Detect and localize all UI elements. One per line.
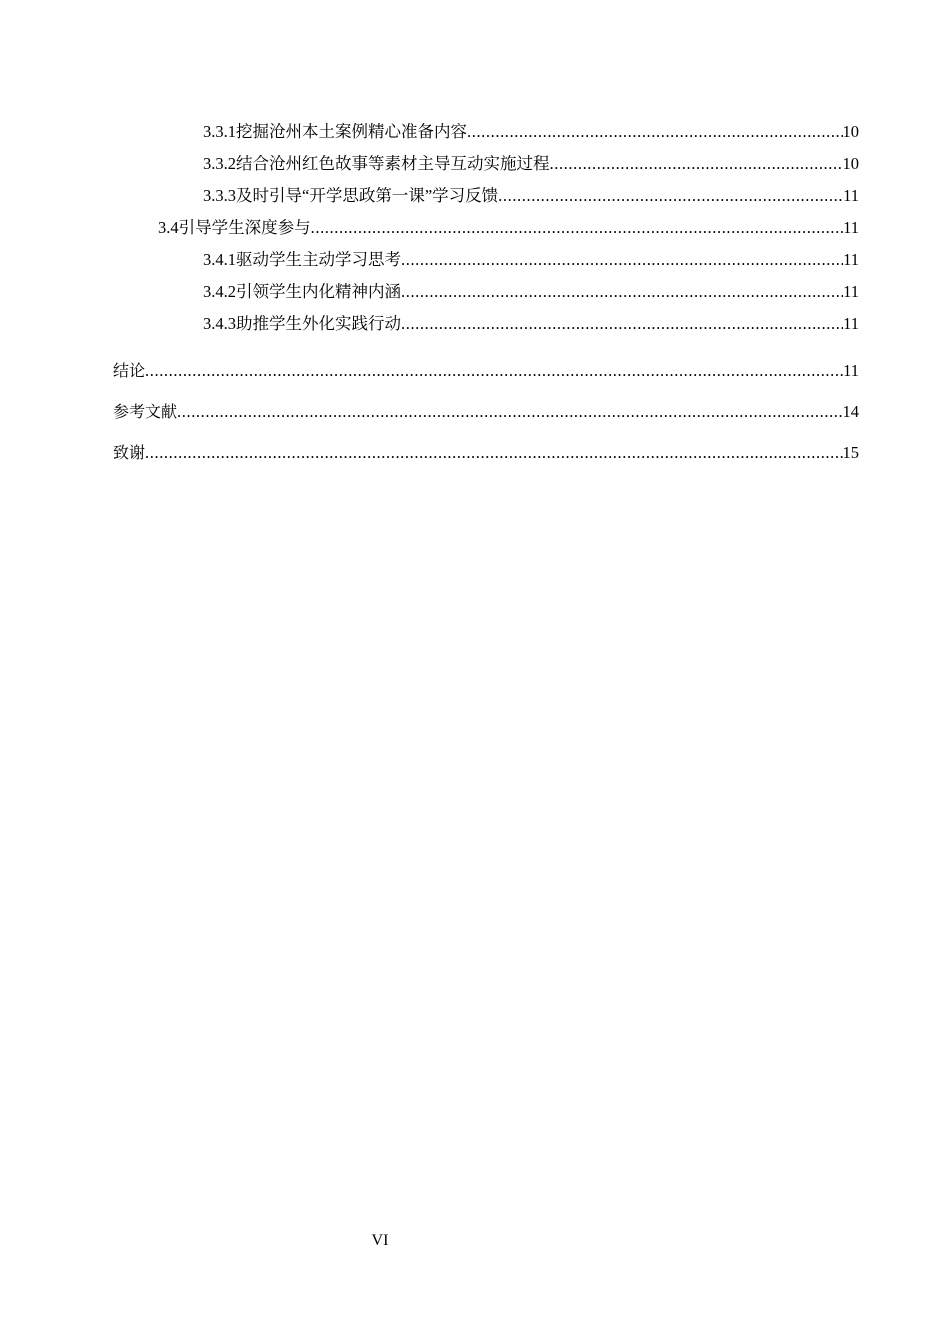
- table-of-contents: [113, 116, 859, 473]
- dot-leader: [145, 350, 843, 391]
- toc-entry-page: 10: [842, 122, 859, 141]
- dot-leader: [311, 212, 843, 244]
- dot-leader: [177, 391, 842, 432]
- toc-entry-number: 3.4: [158, 218, 179, 237]
- toc-entry-number: 3.4.1: [203, 250, 236, 269]
- toc-entry-page: 11: [843, 218, 859, 237]
- toc-entry-3-4-1[interactable]: [113, 244, 859, 276]
- toc-entry-conclusion[interactable]: [113, 350, 859, 391]
- toc-entry-3-3-2[interactable]: [113, 148, 859, 180]
- toc-entry-title: 引领学生内化精神内涵: [236, 282, 401, 301]
- toc-entry-title: 结论: [113, 361, 146, 380]
- toc-entry-number: 3.3.2: [203, 154, 236, 173]
- dot-leader: [550, 148, 843, 180]
- toc-entry-3-4[interactable]: [113, 212, 859, 244]
- toc-entry-page: 11: [843, 314, 859, 333]
- toc-entry-title: 驱动学生主动学习思考: [236, 250, 401, 269]
- toc-entry-title: 挖掘沧州本土案例精心准备内容: [236, 122, 467, 141]
- toc-entry-title: 参考文献: [113, 402, 178, 421]
- toc-entry-references[interactable]: [113, 391, 859, 432]
- toc-entry-number: 3.4.3: [203, 314, 236, 333]
- toc-entry-page: 11: [843, 361, 859, 380]
- toc-entry-page: 11: [843, 250, 859, 269]
- toc-entry-title: 致谢: [113, 443, 146, 462]
- toc-entry-page: 15: [842, 443, 859, 462]
- dot-leader: [498, 180, 843, 212]
- toc-entry-title: 助推学生外化实践行动: [236, 314, 401, 333]
- toc-entry-number: 3.3.1: [203, 122, 236, 141]
- toc-entry-title: 及时引导“开学思政第一课”学习反馈: [236, 186, 499, 205]
- dot-leader: [467, 116, 843, 148]
- dot-leader: [401, 308, 843, 340]
- dot-leader: [401, 244, 843, 276]
- toc-entry-3-3-3[interactable]: [113, 180, 859, 212]
- page-number: VI: [371, 1232, 389, 1249]
- toc-entry-3-3-1[interactable]: [113, 116, 859, 148]
- toc-entry-page: 11: [843, 186, 859, 205]
- toc-entry-3-4-3[interactable]: [113, 308, 859, 340]
- toc-entry-page: 10: [842, 154, 859, 173]
- toc-entry-title: 引导学生深度参与: [178, 218, 311, 237]
- toc-entry-title: 结合沧州红色故事等素材主导互动实施过程: [236, 154, 550, 173]
- toc-entry-page: 11: [843, 282, 859, 301]
- dot-leader: [145, 432, 842, 473]
- toc-entry-number: 3.4.2: [203, 282, 236, 301]
- toc-entry-number: 3.3.3: [203, 186, 236, 205]
- toc-entry-page: 14: [842, 402, 859, 421]
- dot-leader: [401, 276, 843, 308]
- toc-entry-acknowledgements[interactable]: [113, 432, 859, 473]
- toc-entry-3-4-2[interactable]: [113, 276, 859, 308]
